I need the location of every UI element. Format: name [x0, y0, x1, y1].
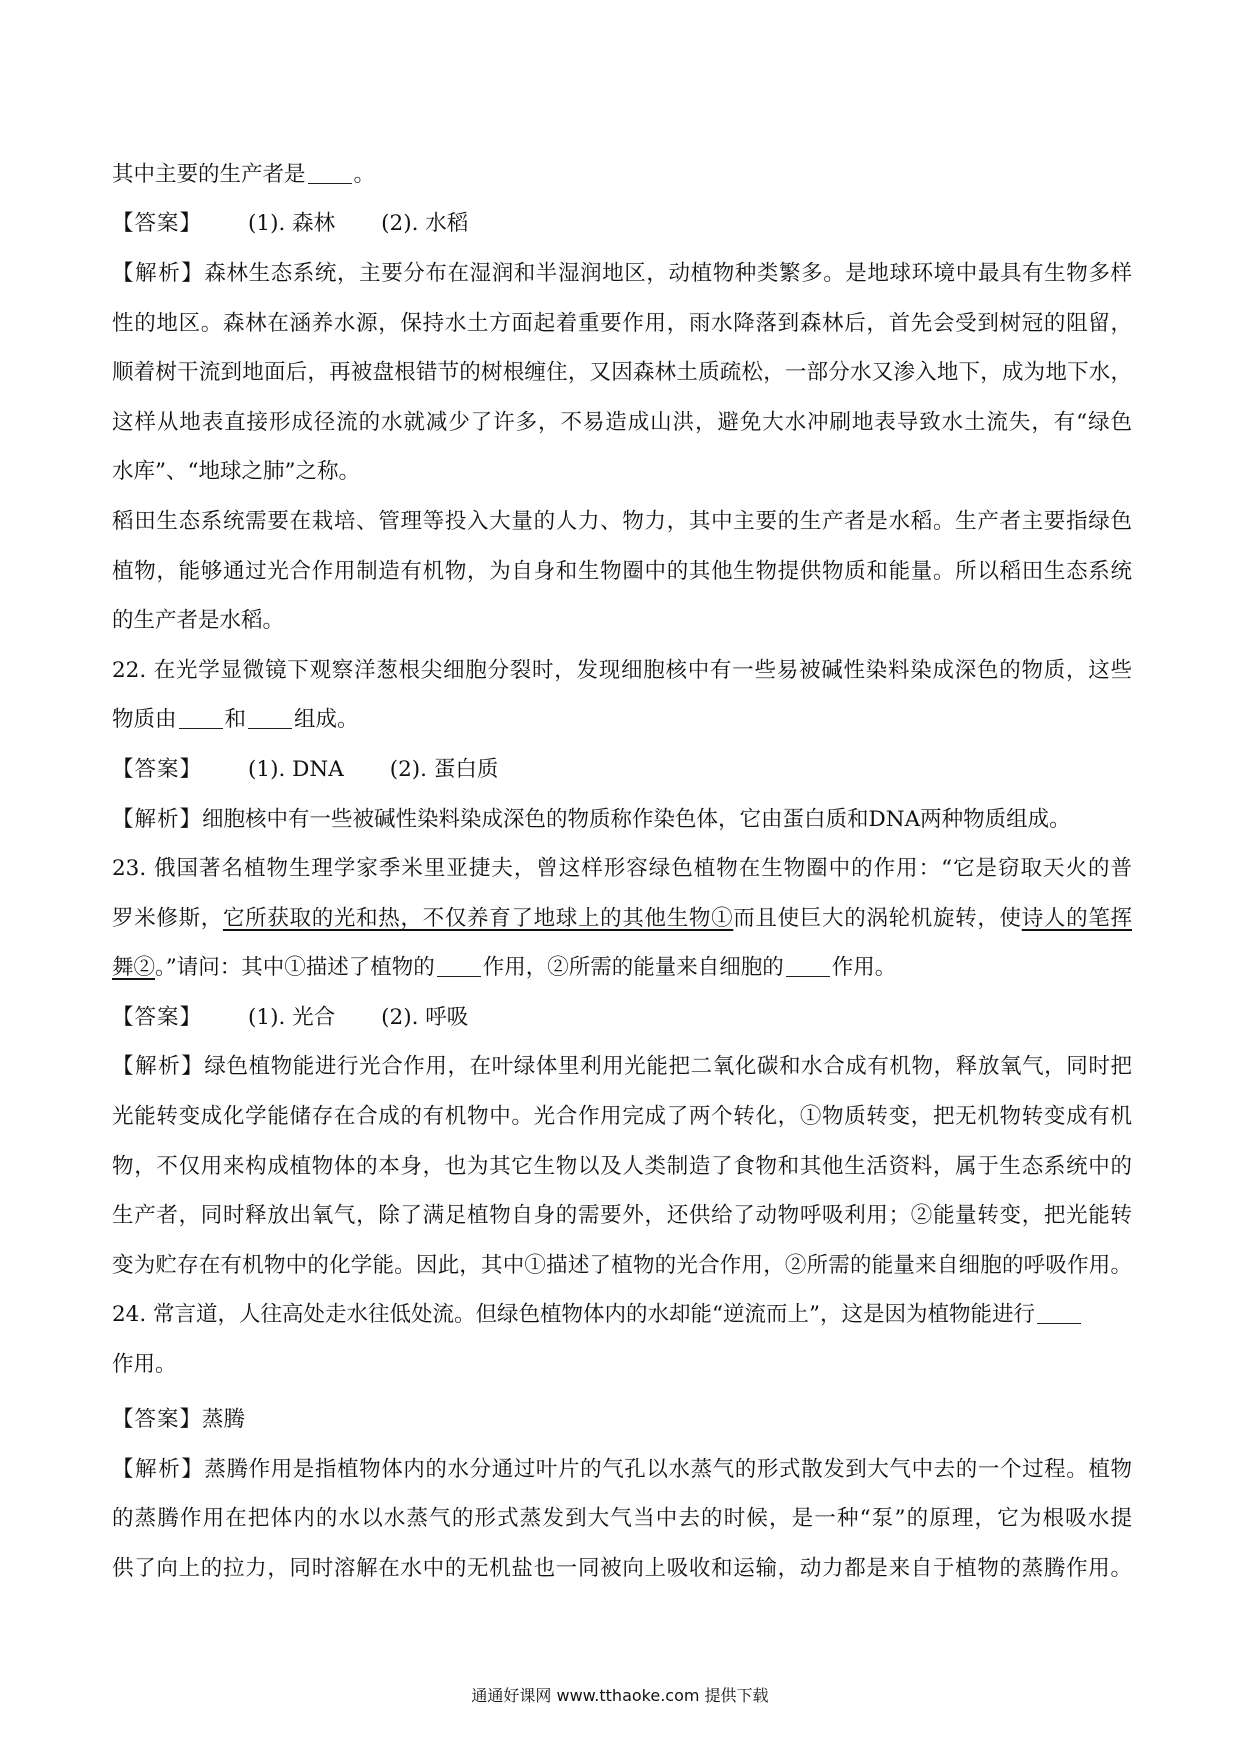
analysis-label: 【解析】 [112, 1457, 205, 1482]
q24-analysis-line [112, 1455, 1132, 1485]
q21-analysis-line: 顺着树干流到地面后，再被盘根错节的树根缠住，又因森林土质疏松，一部分水又渗入地下，成为地下水， [112, 360, 1132, 385]
answer-label: 【答案】 [112, 1407, 203, 1432]
q24-analysis-line: 供了向上的拉力，同时溶解在水中的无机盐也一同被向上吸收和运输，动力都是来自于植物的蒸腾作用。 [112, 1556, 1132, 1581]
analysis-label: 【解析】 [112, 261, 205, 286]
q22-text: 和 [224, 707, 247, 732]
q23-text: 罗米修斯， [112, 906, 223, 931]
q21-analysis-line: 的生产者是水稻。 [112, 608, 285, 633]
answer-label: 【答案】 [112, 211, 203, 236]
answer-item: (2). 呼吸 [381, 1005, 469, 1030]
answer-item: (2). 蛋白质 [389, 757, 499, 782]
q22-text: 组成。 [294, 707, 359, 732]
q23-analysis-line: 生产者，同时释放出氧气，除了满足植物自身的需要外，还供给了动物呼吸利用；②能量转变，把光能转 [112, 1203, 1132, 1228]
q23-analysis-line: 物，不仅用来构成植物体的本身，也为其它生物以及人类制造了食物和其他生活资料，属于生态系统中的 [112, 1154, 1132, 1179]
analysis-text: 森林生态系统，主要分布在湿润和半湿润地区，动植物种类繁多。是地球环境中最具有生物多样 [204, 261, 1132, 286]
answer-item: 蒸腾 [202, 1407, 246, 1432]
q23-analysis-line: 光能转变成化学能储存在合成的有机物中。光合作用完成了两个转化，①物质转变，把无机物转变成有机 [112, 1104, 1132, 1129]
q23-text: 而且使巨大的涡轮机旋转，使 [733, 906, 1022, 931]
q23-underlined-quote: 舞② [112, 955, 156, 980]
q23-text: 作用。 [831, 955, 897, 980]
answer-label: 【答案】 [112, 757, 203, 782]
q21-analysis-line: 性的地区。森林在涵养水源，保持水土方面起着重要作用，雨水降落到森林后，首先会受到树冠的阻留， [112, 311, 1132, 336]
q22-answer [112, 755, 1132, 785]
q21-tail-text: 其中主要的生产者是 [112, 162, 306, 187]
q23-text: 作用，②所需的能量来自细胞的 [482, 955, 784, 980]
q23-analysis-line: 变为贮存在有机物中的化学能。因此，其中①描述了植物的光合作用，②所需的能量来自细胞的呼吸作用。 [112, 1253, 1132, 1278]
q23-question-line [112, 904, 1132, 934]
analysis-label: 【解析】 [112, 1054, 205, 1079]
q22-question-line: 22. 在光学显微镜下观察洋葱根尖细胞分裂时，发现细胞核中有一些易被碱性染料染成深色的物质，这些 [112, 658, 1132, 683]
analysis-text: 细胞核中有一些被碱性染料染成深色的物质称作染色体，它由蛋白质和DNA两种物质组成。 [202, 807, 1071, 832]
q24-answer [112, 1405, 1132, 1435]
answer-item: (1). DNA [248, 757, 344, 782]
q23-question-line [112, 953, 1132, 983]
q21-tail-end: 。 [353, 162, 376, 187]
answer-blank [786, 955, 830, 978]
answer-item: (1). 森林 [248, 211, 336, 236]
answer-blank [179, 707, 223, 730]
answer-blank [308, 162, 352, 185]
q23-text: 。”请问：其中①描述了植物的 [155, 955, 435, 980]
answer-blank [1037, 1302, 1081, 1325]
q24-question-line [112, 1300, 1132, 1330]
answer-label: 【答案】 [112, 1005, 203, 1030]
q24-text: 24. 常言道，人往高处走水往低处流。但绿色植物体内的水却能“逆流而上”，这是因为植物能进行 [112, 1302, 1036, 1327]
answer-item: (1). 光合 [248, 1005, 336, 1030]
q21-tail [112, 160, 1132, 190]
q24-analysis-line: 的蒸腾作用在把体内的水以水蒸气的形式蒸发到大气当中去的时候，是一种“泵”的原理，它为根吸水提 [112, 1506, 1132, 1531]
q21-analysis-line: 稻田生态系统需要在栽培、管理等投入大量的人力、物力，其中主要的生产者是水稻。生产者主要指绿色 [112, 509, 1132, 534]
page-footer: 通通好课网 www.tthaoke.com 提供下载 [471, 1686, 769, 1705]
q21-answer [112, 209, 1132, 239]
q23-underlined-quote: 它所获取的光和热，不仅养育了地球上的其他生物① [222, 906, 734, 931]
q23-analysis-line [112, 1052, 1132, 1082]
q23-question-line: 23. 俄国著名植物生理学家季米里亚捷夫，曾这样形容绿色植物在生物圈中的作用：“它是窃取天火的普 [112, 856, 1132, 881]
q23-underlined-quote: 诗人的笔挥 [1021, 906, 1132, 931]
q22-analysis-line [112, 805, 1132, 835]
q22-question-line [112, 705, 1132, 735]
answer-item: (2). 水稻 [381, 211, 469, 236]
q21-analysis-line [112, 259, 1132, 289]
q21-analysis-line: 水库”、“地球之肺”之称。 [112, 459, 360, 484]
answer-blank [248, 707, 292, 730]
analysis-text: 绿色植物能进行光合作用，在叶绿体里利用光能把二氧化碳和水合成有机物，释放氧气，同时把 [204, 1054, 1132, 1079]
answer-blank [437, 955, 481, 978]
q21-analysis-line: 植物，能够通过光合作用制造有机物，为自身和生物圈中的其他生物提供物质和能量。所以稻田生态系统 [112, 559, 1132, 584]
analysis-text: 蒸腾作用是指植物体内的水分通过叶片的气孔以水蒸气的形式散发到大气中去的一个过程。植物 [204, 1457, 1132, 1482]
analysis-label: 【解析】 [112, 807, 203, 832]
q22-text: 物质由 [112, 707, 177, 732]
q21-analysis-line: 这样从地表直接形成径流的水就减少了许多，不易造成山洪，避免大水冲刷地表导致水土流失，有“绿色 [112, 410, 1132, 435]
q23-answer [112, 1003, 1132, 1033]
q24-question-line: 作用。 [112, 1352, 177, 1377]
